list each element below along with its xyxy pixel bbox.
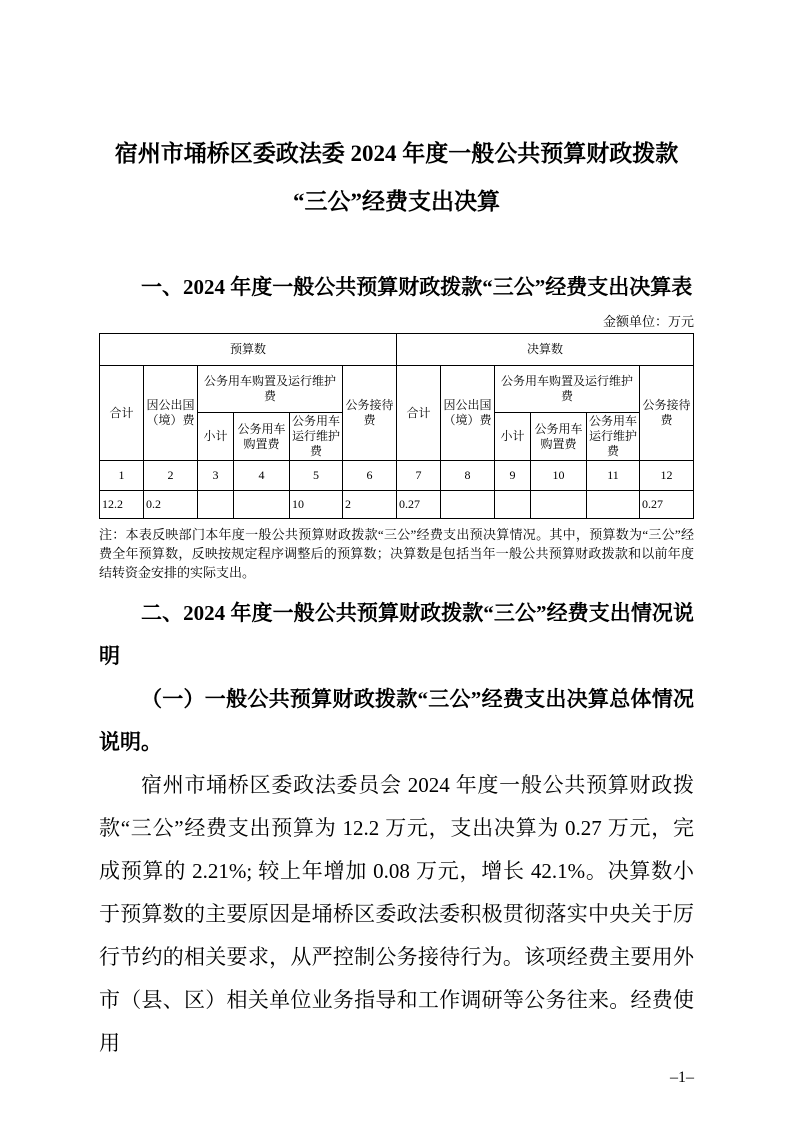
data-cell-4	[234, 491, 290, 519]
page-number: –1–	[670, 1069, 694, 1086]
index-cell-12: 12	[640, 461, 694, 491]
header-total-final: 合计	[397, 366, 441, 461]
index-cell-6: 6	[343, 461, 397, 491]
data-cell-5: 10	[290, 491, 343, 519]
header-abroad-final: 因公出国（境）费	[441, 366, 495, 461]
data-cell-11	[587, 491, 640, 519]
index-cell-3: 3	[198, 461, 234, 491]
header-total-budget: 合计	[100, 366, 144, 461]
index-cell-2: 2	[144, 461, 198, 491]
index-cell-4: 4	[234, 461, 290, 491]
data-cell-7: 0.27	[397, 491, 441, 519]
index-cell-11: 11	[587, 461, 640, 491]
data-cell-10	[531, 491, 587, 519]
header-subtotal-budget: 小计	[198, 413, 234, 461]
header-vehicle-purchase-final: 公务用车购置费	[531, 413, 587, 461]
index-cell-10: 10	[531, 461, 587, 491]
section1-heading: 一、2024 年度一般公共预算财政拨款“三公”经费支出决算表	[141, 275, 693, 299]
table-row-groups	[100, 334, 694, 366]
title-line-2: “三公”经费支出决算	[293, 189, 500, 214]
header-vehicle-group-budget: 公务用车购置及运行维护费	[198, 366, 343, 413]
data-cell-12: 0.27	[640, 491, 694, 519]
data-cell-9	[495, 491, 531, 519]
header-vehicle-group-final: 公务用车购置及运行维护费	[495, 366, 640, 413]
data-cell-8	[441, 491, 495, 519]
header-reception-final: 公务接待费	[640, 366, 694, 461]
index-cell-1: 1	[100, 461, 144, 491]
header-subtotal-final: 小计	[495, 413, 531, 461]
header-final-group: 决算数	[397, 334, 694, 366]
table-row-values	[100, 491, 694, 519]
document-title	[99, 138, 694, 218]
amount-unit-label: 金额单位：万元	[602, 314, 694, 329]
table-row-indices	[100, 461, 694, 491]
index-cell-9: 9	[495, 461, 531, 491]
data-cell-2: 0.2	[144, 491, 198, 519]
header-vehicle-purchase-budget: 公务用车购置费	[234, 413, 290, 461]
data-cell-1: 12.2	[100, 491, 144, 519]
title-line-1: 宿州市埇桥区委政法委 2024 年度一般公共预算财政拨款	[114, 141, 679, 166]
header-vehicle-operation-budget: 公务用车运行维护费	[290, 413, 343, 461]
data-cell-6: 2	[343, 491, 397, 519]
index-cell-7: 7	[397, 461, 441, 491]
header-reception-budget: 公务接待费	[343, 366, 397, 461]
index-cell-5: 5	[290, 461, 343, 491]
index-cell-8: 8	[441, 461, 495, 491]
header-vehicle-operation-final: 公务用车运行维护费	[587, 413, 640, 461]
section2-heading: 二、2024 年度一般公共预算财政拨款“三公”经费支出情况说明	[99, 601, 694, 668]
header-budget-group: 预算数	[100, 334, 397, 366]
table-note: 注：本表反映部门本年度一般公共预算财政拨款“三公”经费支出预决算情况。其中，预算数为“三公”经费全年预算数，反映按规定程序调整后的预算数；决算数是包括当年一般公共预算财政拨款和以前年度结转资金安排的实际支出。	[99, 527, 694, 580]
table-row-categories	[100, 366, 694, 413]
header-abroad-budget: 因公出国（境）费	[144, 366, 198, 461]
three-public-expenses-table	[99, 333, 694, 519]
section2-sub-heading: （一）一般公共预算财政拨款“三公”经费支出决算总体情况说明。	[99, 687, 694, 754]
section2-paragraph: 宿州市埇桥区委政法委员会 2024 年度一般公共预算财政拨款“三公”经费支出预算为 12.2 万元，支出决算为 0.27 万元，完成预算的 2.21%; 较上年增加 0.08 万元，增长 42.1%。决算数小于预算数的主要原因是埇桥区委政法委积极贯彻落实中央关于厉行节约的相关要求，从严控制公务接待行为。该项经费主要用外市（县、区）相关单位业务指导和工作调研等公务往来。经费使用	[99, 773, 694, 1055]
data-cell-3	[198, 491, 234, 519]
